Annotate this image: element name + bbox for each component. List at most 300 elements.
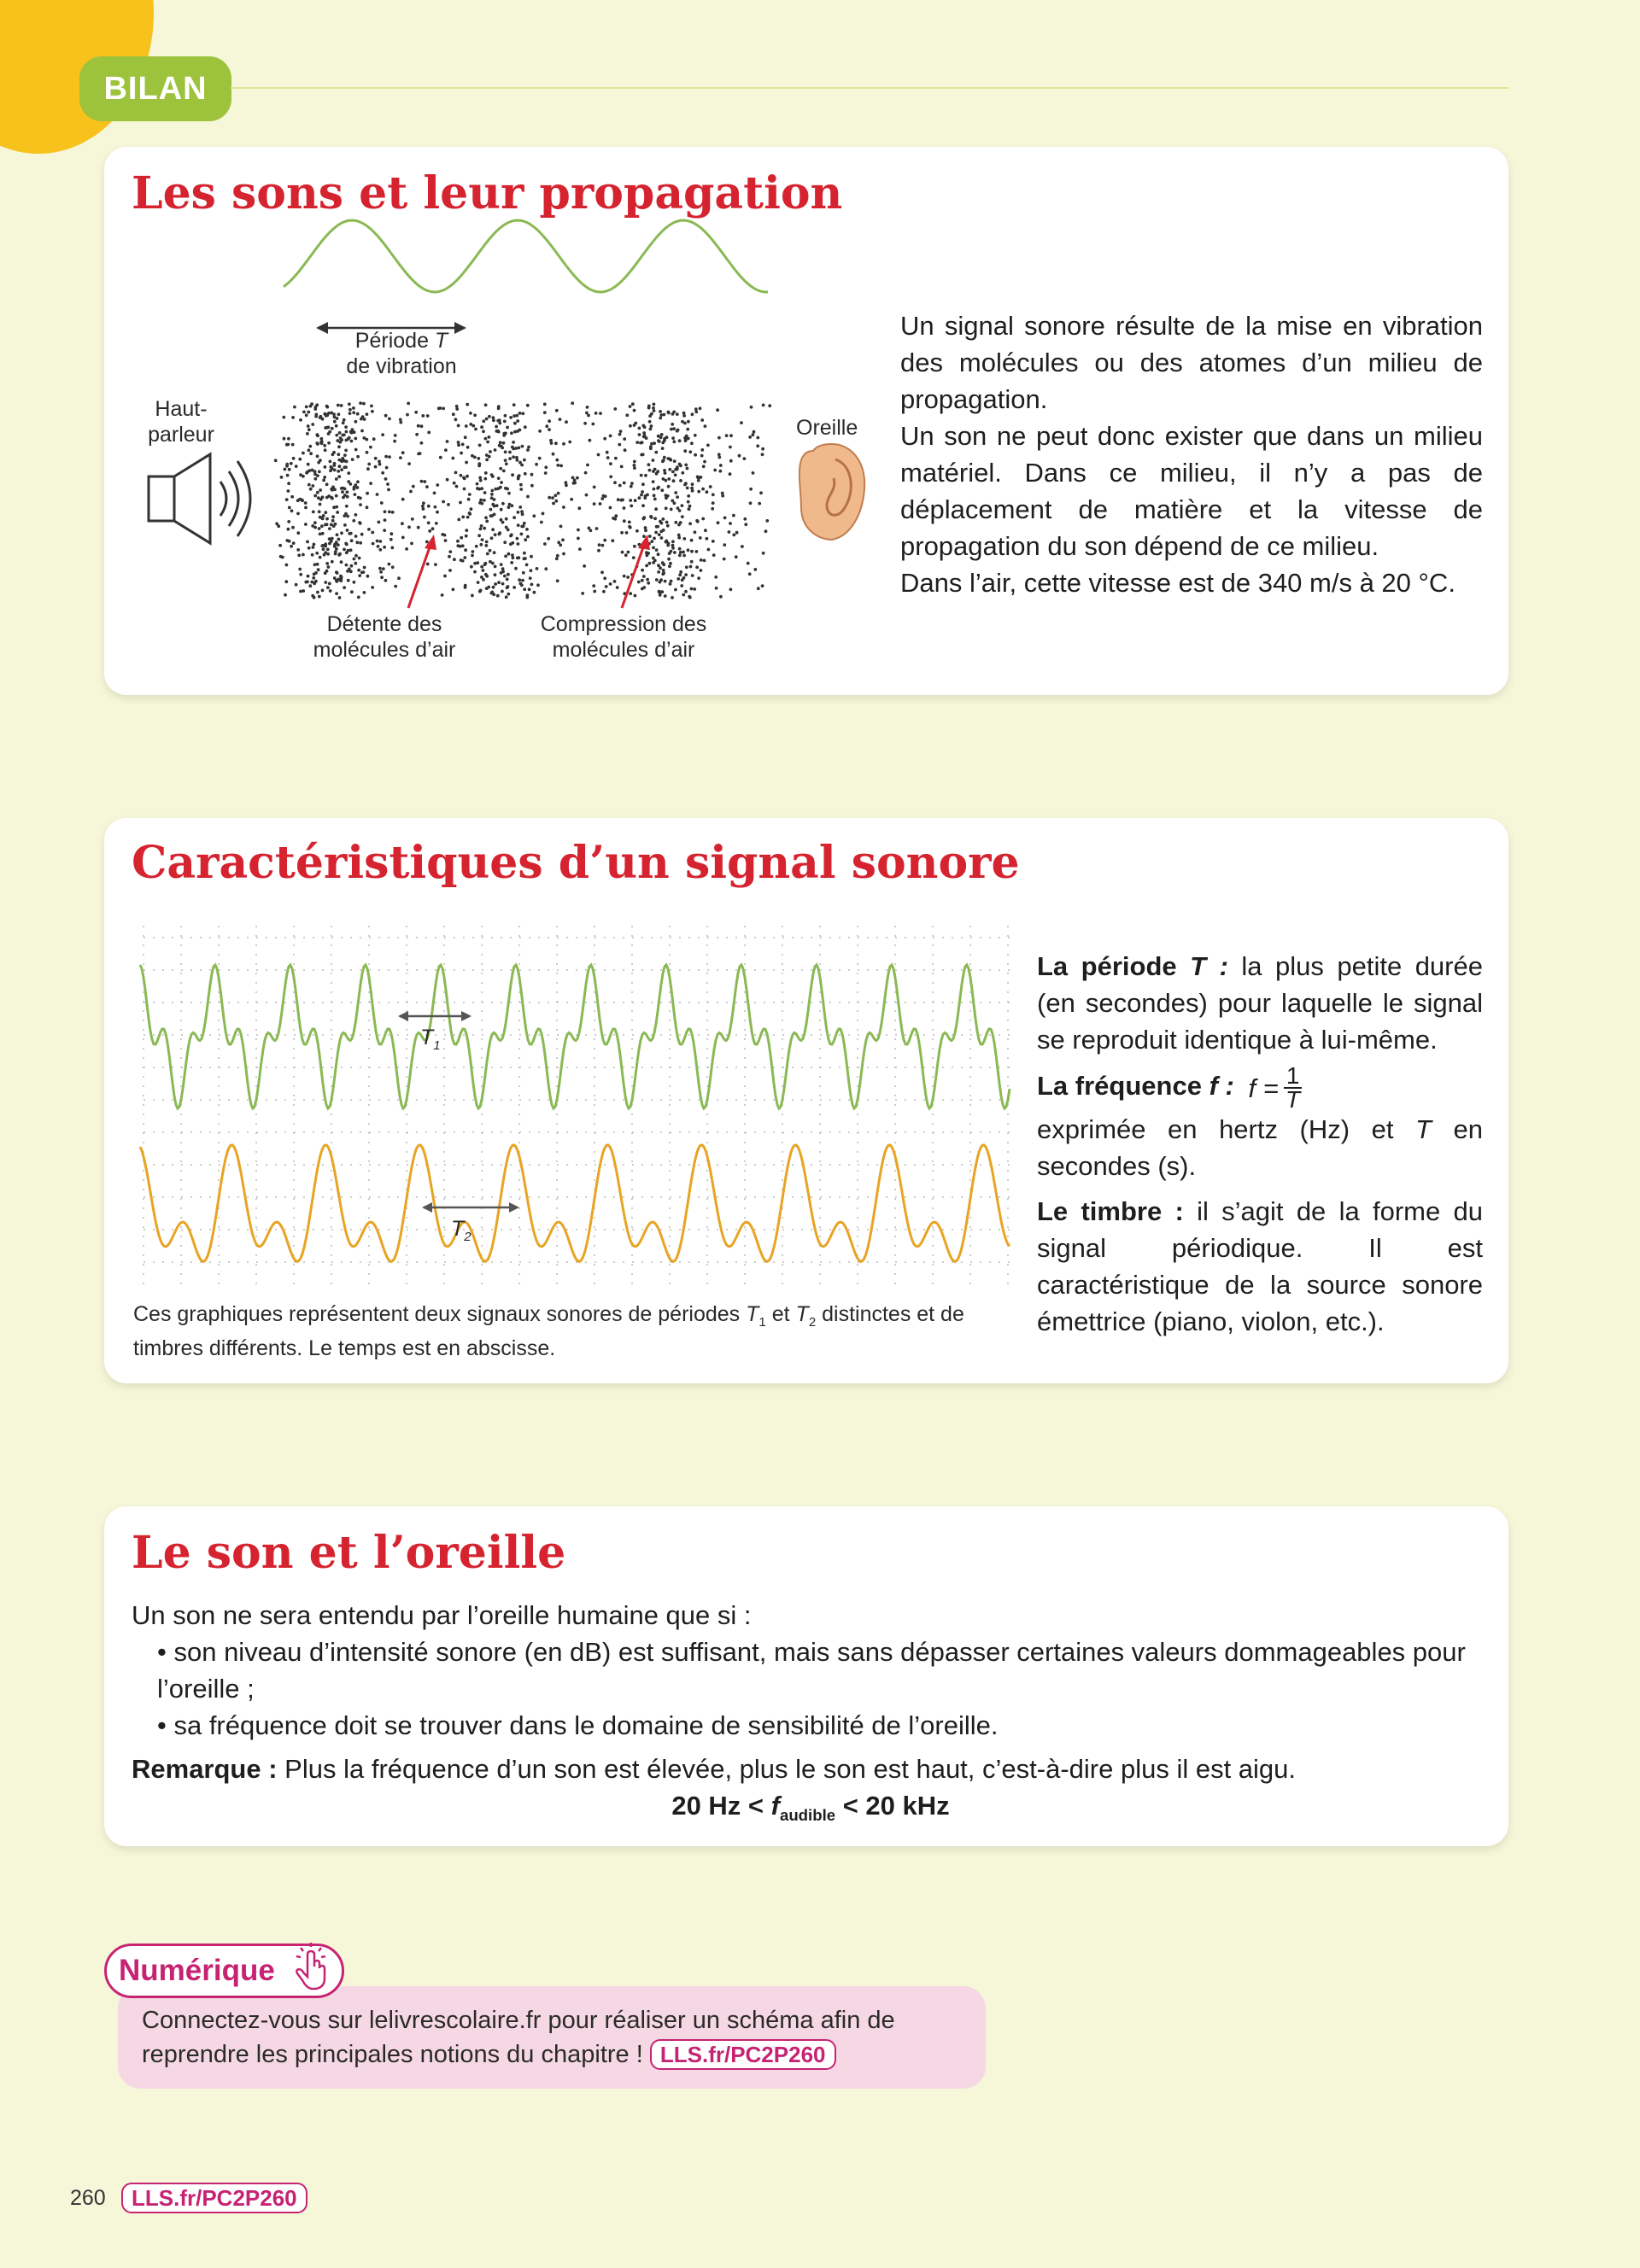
numerique-link[interactable]: LLS.fr/PC2P260 — [650, 2039, 836, 2070]
molecule — [633, 464, 636, 467]
molecule — [372, 437, 376, 441]
molecule — [678, 439, 682, 442]
molecule — [729, 587, 733, 591]
molecule — [704, 424, 707, 428]
molecule — [743, 517, 747, 521]
molecule — [551, 496, 554, 500]
molecule — [549, 439, 553, 442]
molecule — [735, 531, 739, 535]
molecule — [320, 441, 324, 445]
molecule — [694, 453, 697, 457]
molecule — [328, 527, 331, 530]
molecule — [318, 471, 321, 474]
list-item — [132, 1707, 1490, 1744]
molecule — [519, 488, 523, 491]
molecule — [659, 566, 662, 570]
molecule — [324, 448, 327, 452]
molecule — [478, 444, 482, 447]
molecule — [384, 477, 388, 481]
molecule — [565, 481, 568, 484]
numerique-text — [142, 2003, 895, 2072]
molecule — [552, 453, 555, 456]
molecule — [384, 518, 387, 522]
molecule — [343, 523, 347, 527]
molecule — [499, 441, 502, 444]
molecule — [485, 520, 489, 523]
molecule — [394, 585, 397, 588]
molecule — [694, 410, 698, 413]
bullet-text: son niveau d’intensité sonore (en dB) est suffisant, mais sans dépasser certaines valeurs dommageables pour l’oreille ; — [157, 1637, 1466, 1704]
molecule — [530, 583, 534, 587]
molecule — [659, 591, 663, 594]
molecule — [523, 552, 526, 555]
molecule — [653, 537, 656, 541]
molecule — [490, 489, 494, 493]
molecule — [613, 481, 617, 484]
molecule — [354, 448, 358, 452]
molecule — [518, 578, 521, 582]
molecule — [448, 569, 452, 572]
molecule — [434, 506, 437, 509]
molecule — [676, 430, 679, 433]
molecule — [343, 465, 347, 469]
molecule — [655, 548, 659, 552]
molecule — [308, 445, 312, 448]
molecule — [667, 477, 671, 481]
molecule — [492, 419, 495, 423]
molecule — [510, 561, 513, 564]
molecule — [477, 457, 480, 460]
molecule — [703, 559, 706, 563]
molecule — [526, 448, 530, 452]
molecule — [667, 558, 671, 561]
molecule — [388, 418, 391, 421]
molecule — [511, 473, 514, 476]
molecule — [378, 463, 382, 466]
molecule — [479, 479, 483, 482]
molecule — [307, 424, 310, 428]
molecule — [593, 486, 596, 489]
molecule — [319, 556, 322, 559]
molecule — [354, 554, 358, 558]
molecule — [547, 537, 550, 541]
molecule — [277, 524, 280, 528]
molecule — [384, 579, 388, 582]
molecule — [354, 437, 357, 441]
molecule — [321, 418, 325, 421]
molecule — [313, 407, 317, 411]
molecule — [284, 580, 288, 583]
molecule — [577, 529, 580, 532]
formula-fraction — [1284, 1062, 1303, 1113]
molecule — [472, 424, 475, 428]
molecule — [499, 486, 502, 489]
molecule — [690, 550, 694, 553]
molecule — [629, 405, 632, 408]
molecule — [380, 576, 384, 579]
molecule — [509, 416, 512, 419]
molecule — [383, 546, 386, 549]
molecule — [519, 483, 523, 487]
molecule — [357, 596, 360, 599]
molecule — [683, 449, 687, 453]
molecule — [313, 596, 316, 599]
molecule — [545, 424, 548, 428]
bullet-text: sa fréquence doit se trouver dans le domaine de sensibilité de l’oreille. — [173, 1710, 999, 1740]
period-label-var: T — [434, 329, 448, 353]
molecule — [378, 540, 382, 543]
molecule — [571, 401, 574, 405]
molecule — [603, 539, 606, 542]
molecule — [597, 549, 600, 552]
molecule — [299, 418, 302, 422]
molecule — [642, 535, 646, 538]
timbre-definition — [1037, 1193, 1483, 1340]
molecule — [661, 517, 665, 521]
molecule — [556, 554, 559, 558]
molecule — [663, 413, 666, 417]
molecule — [309, 488, 313, 491]
molecule — [678, 547, 682, 551]
molecule — [491, 562, 495, 565]
molecule — [598, 543, 601, 547]
molecule — [304, 581, 308, 584]
molecule — [316, 591, 319, 594]
molecule — [666, 494, 670, 498]
molecule — [647, 552, 650, 555]
molecule — [354, 420, 358, 424]
molecule — [687, 500, 690, 504]
molecule — [401, 536, 405, 540]
molecule — [287, 528, 290, 531]
molecule — [628, 521, 631, 524]
molecule — [520, 533, 524, 536]
molecule — [641, 490, 644, 494]
molecule — [362, 402, 366, 406]
molecule — [750, 406, 753, 409]
molecule — [333, 415, 337, 418]
molecule — [421, 505, 425, 508]
molecule — [530, 569, 533, 572]
ear-text — [132, 1597, 1490, 1833]
molecule — [674, 588, 677, 592]
molecule — [671, 436, 675, 440]
molecule — [384, 510, 387, 513]
molecule — [379, 570, 383, 574]
molecule — [435, 522, 438, 525]
molecule — [678, 573, 682, 576]
molecule — [311, 423, 314, 426]
molecule — [671, 544, 675, 547]
molecule — [660, 488, 664, 492]
molecule — [460, 474, 463, 477]
molecule — [284, 593, 287, 597]
molecule — [438, 406, 442, 410]
molecule — [497, 476, 501, 480]
molecule — [422, 507, 425, 511]
molecule — [309, 405, 313, 408]
molecule — [517, 511, 520, 514]
molecule — [735, 555, 738, 558]
molecule — [318, 510, 321, 513]
molecule — [654, 531, 658, 535]
molecule — [367, 528, 371, 531]
molecule — [347, 579, 350, 582]
molecule — [489, 450, 492, 453]
molecule — [280, 476, 284, 479]
molecule — [682, 414, 686, 418]
molecule — [632, 556, 636, 559]
molecule — [357, 496, 360, 500]
molecule — [667, 541, 671, 545]
molecule — [478, 501, 482, 505]
molecule — [677, 534, 681, 537]
molecule — [663, 439, 666, 442]
molecule — [352, 406, 355, 410]
molecule — [661, 447, 665, 450]
molecule — [542, 512, 545, 516]
molecule — [313, 470, 317, 473]
molecule — [348, 402, 351, 406]
molecule — [685, 437, 688, 441]
molecule — [467, 498, 471, 501]
molecule — [318, 595, 321, 599]
molecule — [461, 544, 465, 547]
molecule — [512, 441, 515, 444]
molecule — [585, 494, 589, 497]
molecule — [343, 453, 347, 457]
molecule — [687, 420, 690, 424]
molecule — [486, 552, 489, 556]
speaker-label — [130, 396, 232, 447]
molecule — [700, 454, 704, 458]
molecule — [274, 459, 278, 462]
molecule — [672, 427, 676, 430]
molecule — [718, 456, 721, 459]
molecule — [690, 539, 694, 542]
vibration-wave — [284, 220, 768, 292]
molecule — [485, 418, 489, 421]
molecule — [340, 560, 343, 564]
molecule — [388, 563, 391, 566]
molecule — [691, 489, 694, 493]
molecule — [690, 441, 694, 445]
molecule — [606, 451, 609, 454]
molecule — [501, 567, 505, 570]
molecule — [694, 434, 697, 437]
molecule — [716, 408, 719, 412]
molecule — [507, 506, 511, 509]
molecule — [476, 482, 479, 486]
molecule — [479, 543, 483, 547]
molecule — [516, 537, 519, 541]
molecule — [407, 462, 411, 465]
molecule — [455, 407, 459, 411]
molecule — [384, 455, 388, 459]
molecule — [584, 471, 588, 475]
molecule — [605, 585, 608, 588]
molecule — [602, 590, 606, 593]
molecule — [325, 414, 328, 418]
molecule — [699, 406, 702, 410]
molecule — [653, 517, 657, 520]
molecule — [512, 556, 515, 559]
molecule — [690, 560, 694, 564]
molecule — [752, 471, 755, 475]
molecule — [507, 593, 510, 596]
molecule — [555, 459, 559, 462]
molecule — [505, 462, 508, 465]
molecule — [526, 495, 530, 499]
molecule — [709, 485, 712, 488]
molecule — [682, 537, 686, 541]
molecule — [302, 452, 305, 455]
molecule — [623, 506, 626, 510]
molecule — [628, 525, 631, 529]
molecule — [483, 477, 487, 481]
molecule — [464, 435, 467, 439]
molecule — [603, 576, 606, 580]
molecule — [431, 527, 435, 530]
molecule — [302, 553, 305, 557]
molecule — [287, 520, 290, 523]
molecule — [650, 412, 653, 416]
molecule — [494, 533, 497, 536]
molecule — [507, 552, 511, 556]
molecule — [562, 506, 565, 509]
signal-2-wave — [140, 1145, 1010, 1262]
molecule — [307, 463, 310, 466]
molecule — [472, 550, 475, 553]
molecule — [409, 490, 413, 494]
molecule — [319, 533, 322, 536]
footer-link[interactable]: LLS.fr/PC2P260 — [121, 2183, 308, 2213]
molecule — [453, 558, 456, 561]
period-label-word: Période — [354, 329, 429, 353]
molecule — [613, 407, 617, 411]
molecule — [685, 565, 688, 569]
molecule — [520, 464, 524, 467]
molecule — [285, 443, 289, 447]
molecule — [599, 412, 602, 415]
molecule — [756, 436, 759, 440]
molecule — [609, 582, 612, 586]
molecule — [655, 472, 659, 476]
molecule — [313, 473, 317, 476]
ear-icon — [800, 444, 864, 540]
molecule — [331, 488, 334, 492]
molecule — [374, 457, 378, 460]
molecule — [555, 557, 559, 560]
molecule — [729, 472, 732, 476]
molecule — [682, 576, 686, 580]
molecule — [312, 576, 315, 580]
molecule — [331, 467, 334, 471]
molecule — [671, 423, 674, 426]
molecule — [674, 473, 677, 476]
molecule — [312, 546, 315, 549]
molecule — [536, 583, 540, 587]
molecule — [335, 477, 338, 481]
molecule — [732, 534, 735, 537]
molecule — [618, 433, 622, 436]
molecule — [741, 545, 744, 548]
molecule — [697, 479, 700, 482]
molecule — [362, 436, 366, 440]
molecule — [388, 455, 391, 459]
molecule — [381, 433, 384, 436]
molecule — [299, 590, 302, 593]
molecule — [659, 593, 662, 597]
molecule — [562, 552, 565, 556]
molecule — [600, 570, 604, 574]
range-var: f — [770, 1791, 780, 1821]
molecule — [654, 507, 658, 511]
molecule — [592, 584, 595, 587]
molecule — [351, 428, 354, 431]
molecule — [661, 459, 665, 463]
molecule — [523, 459, 526, 462]
molecule — [359, 541, 362, 545]
molecule — [427, 431, 430, 435]
molecule — [366, 467, 370, 471]
molecule — [319, 437, 323, 441]
molecule — [340, 531, 343, 535]
molecule — [762, 552, 765, 555]
molecule — [308, 483, 311, 487]
molecule — [479, 528, 483, 531]
molecule — [532, 514, 536, 517]
molecule — [633, 545, 636, 548]
speaker-icon — [149, 454, 250, 543]
molecule — [711, 507, 714, 511]
molecule — [442, 500, 445, 504]
molecule — [762, 404, 765, 407]
molecule — [376, 540, 379, 543]
molecule — [648, 562, 652, 565]
frequency-formula — [1248, 1062, 1302, 1113]
molecule — [659, 578, 663, 582]
molecule — [729, 446, 732, 449]
molecule — [378, 521, 381, 524]
molecule — [492, 593, 495, 596]
molecule — [325, 517, 329, 521]
molecule — [548, 496, 551, 500]
molecule — [477, 465, 481, 468]
formula-lhs: f = — [1248, 1073, 1279, 1103]
molecule — [331, 537, 334, 541]
molecule — [593, 590, 596, 593]
molecule — [502, 470, 506, 473]
molecule — [625, 531, 629, 535]
molecule — [485, 453, 489, 457]
molecule — [647, 463, 651, 466]
molecule — [670, 550, 673, 553]
molecule — [512, 516, 516, 519]
molecule — [313, 521, 317, 524]
molecule — [305, 471, 308, 475]
molecule — [494, 573, 497, 576]
molecule — [638, 496, 641, 500]
molecule — [519, 582, 523, 586]
caption-and: et — [771, 1302, 790, 1326]
molecule — [313, 543, 316, 547]
molecule — [526, 404, 530, 407]
molecule — [620, 531, 624, 535]
molecule — [701, 517, 705, 521]
molecule — [719, 595, 723, 599]
periode-label: La période — [1037, 951, 1177, 981]
